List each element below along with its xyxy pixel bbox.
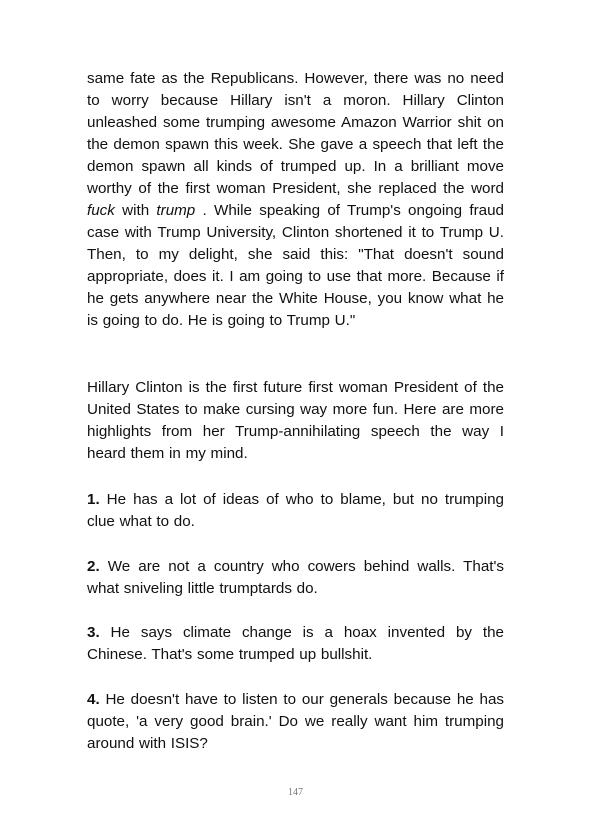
list-item-number: 4.	[87, 691, 100, 708]
page-number: 147	[288, 787, 303, 798]
paragraph-1	[87, 68, 504, 332]
list-item-number: 3.	[87, 624, 100, 641]
list-item-1	[87, 489, 504, 533]
list-item-text: He has a lot of ideas of who to blame, but no trumping clue what to do.	[87, 491, 504, 530]
emphasis-word-1: fuck	[87, 202, 115, 219]
emphasis-word-2: trump	[156, 202, 196, 219]
list-item-3	[87, 622, 504, 666]
list-item-number: 1.	[87, 491, 100, 508]
paragraph-2-text: Hillary Clinton is the first future first woman President of the United States to make cursing way more fun. Here are more highlights from her Trump-annihilating speech the way I heard them in my mind.	[87, 379, 504, 462]
list-item-text: He doesn't have to listen to our generals because he has quote, 'a very good brain.' Do we really want him trumping around with ISIS?	[87, 691, 504, 752]
paragraph-1-text-c: . While speaking of Trump's ongoing fraud case with Trump University, Clinton shortened it to Trump U. Then, to my delight, she said this: "That doesn't sound appropriate, does it. I am going to use that more. Because if he gets anywhere near the White House, you know what he is going to do. He is going to Trump U."	[87, 202, 504, 329]
list-item-number: 2.	[87, 558, 100, 575]
list-item-2	[87, 556, 504, 600]
paragraph-2	[87, 377, 504, 465]
list-item-4	[87, 689, 504, 755]
list-item-text: We are not a country who cowers behind walls. That's what sniveling little trumptards do.	[87, 558, 504, 597]
list-item-text: He says climate change is a hoax invented by the Chinese. That's some trumped up bullshit.	[87, 624, 504, 663]
paragraph-1-text-b: with	[114, 202, 157, 219]
paragraph-1-text-a: same fate as the Republicans. However, there was no need to worry because Hillary isn't a moron. Hillary Clinton unleashed some trumping awesome Amazon Warrior shit on the demon spawn this week. She gave a speech that left the demon spawn all kinds of trumped up. In a brilliant move worthy of the first woman President, she replaced the word	[87, 70, 504, 197]
